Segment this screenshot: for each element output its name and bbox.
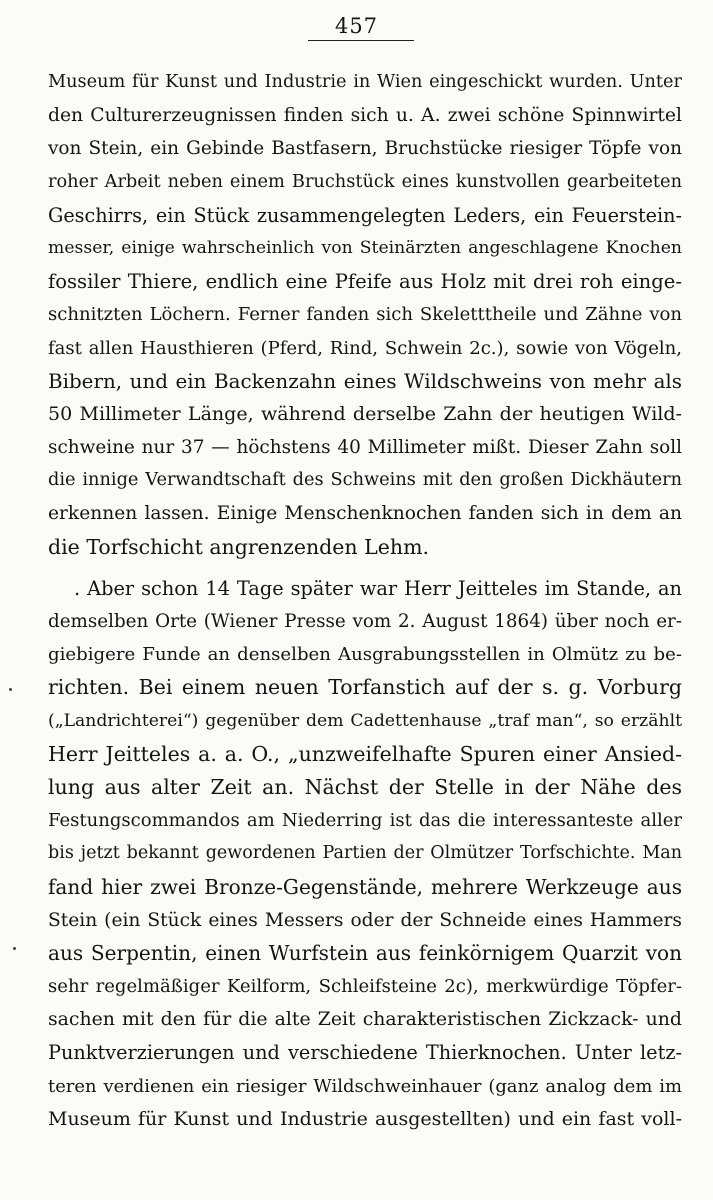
- text-line: roher Arbeit neben einem Bruchstück eines kunstvollen gearbeiteten: [48, 171, 682, 192]
- text-line: Festungscommandos am Niederring ist das die interessanteste aller: [48, 810, 682, 832]
- text-line: bis jetzt bekannt gewordenen Partien der Olmützer Torfschichte. Man: [48, 843, 682, 864]
- text-line: messer, einige wahrscheinlich von Steinärzten angeschlagene Knochen: [48, 237, 682, 258]
- text-line: sehr regelmäßiger Keilform, Schleifsteine 2c), merkwürdige Töpfer-: [48, 976, 682, 998]
- text-line: („Landrichterei“) gegenüber dem Cadettenhause „traf man“, so erzählt: [48, 710, 682, 731]
- text-line: Punktverzierungen und verschiedene Thierknochen. Unter letz-: [48, 1041, 682, 1065]
- body-text: [48, 66, 682, 1136]
- text-line: von Stein, ein Gebinde Bastfasern, Bruchstücke riesiger Töpfe von: [48, 138, 682, 160]
- text-line: Stein (ein Stück eines Messers oder der Schneide eines Hammers: [48, 909, 682, 931]
- text-line: giebigere Funde an denselben Ausgrabungsstellen in Olmütz zu be-: [48, 644, 682, 666]
- paper-speck: [9, 688, 12, 691]
- text-line: lung aus alter Zeit an. Nächst der Stelle in der Nähe des: [48, 774, 682, 799]
- text-line: Geschirrs, ein Stück zusammengelegten Leders, ein Feuerstein-: [48, 203, 682, 227]
- text-line: den Culturerzeugnissen finden sich u. A. zwei schöne Spinnwirtel: [48, 105, 682, 127]
- text-line: die Torfschicht angrenzenden Lehm.: [48, 534, 430, 559]
- text-line: Bibern, und ein Backenzahn eines Wildschweins von mehr als: [48, 369, 682, 393]
- text-line: teren verdienen ein riesiger Wildschweinhauer (ganz analog dem im: [48, 1075, 682, 1097]
- text-line: schnitzten Löchern. Ferner fanden sich Skeletttheile und Zähne von: [48, 304, 682, 326]
- text-line: . Aber schon 14 Tage später war Herr Jeitteles im Stande, an: [74, 576, 682, 600]
- text-line: die innige Verwandtschaft des Schweins mit den großen Dickhäutern: [48, 470, 682, 491]
- text-line: demselben Orte (Wiener Presse vom 2. August 1864) über noch er-: [48, 611, 682, 632]
- text-line: Museum für Kunst und Industrie ausgestellten) und ein fast voll-: [48, 1107, 682, 1130]
- paragraph-gap: [48, 564, 682, 572]
- paragraph-1: [48, 66, 682, 564]
- paper-speck: [13, 947, 16, 950]
- text-line: Herr Jeitteles a. a. O., „unzweifelhafte Spuren einer Ansied-: [48, 741, 682, 766]
- paragraph-2: [48, 572, 682, 1136]
- text-line: erkennen lassen. Einige Menschenknochen fanden sich in dem an: [48, 503, 682, 525]
- text-line: fossiler Thiere, endlich eine Pfeife aus Holz mit drei roh einge-: [48, 270, 682, 294]
- text-line: fast allen Hausthieren (Pferd, Rind, Schwein 2c.), sowie von Vögeln,: [48, 337, 682, 359]
- text-line: sachen mit den für die alte Zeit charakteristischen Zickzack- und: [48, 1008, 682, 1031]
- header-rule: [308, 40, 414, 41]
- text-line: richten. Bei einem neuen Torfanstich auf der s. g. Vorburg: [48, 675, 682, 700]
- text-line: Museum für Kunst und Industrie in Wien eingeschickt wurden. Unter: [48, 72, 682, 92]
- text-line: fand hier zwei Bronze-Gegenstände, mehrere Werkzeuge aus: [48, 874, 682, 899]
- text-line: aus Serpentin, einen Wurfstein aus feinkörnigem Quarzit von: [48, 940, 682, 965]
- text-line: schweine nur 37 — höchstens 40 Millimeter mißt. Dieser Zahn soll: [48, 437, 682, 459]
- text-line: 50 Millimeter Länge, während derselbe Zahn der heutigen Wild-: [48, 402, 682, 425]
- page-number: 457: [334, 14, 379, 38]
